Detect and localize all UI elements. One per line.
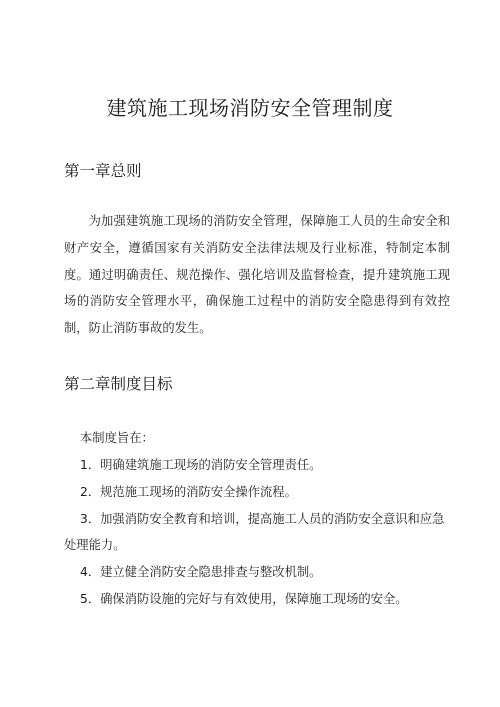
- chapter-1-heading: 第一章总则: [64, 162, 142, 180]
- list-item: [64, 559, 450, 586]
- list-item-text: 加强消防安全教育和培训，提高施工人员的消防安全意识和应急处理能力。: [64, 511, 445, 553]
- list-item: [64, 452, 450, 479]
- page-title: 建筑施工现场消防安全管理制度: [106, 96, 394, 120]
- chapter-1-paragraph: 为加强建筑施工现场的消防安全管理，保障施工人员的生命安全和财产安全，遵循国家有关消防安全法律法规及行业标准，特制定本制度。通过明确责任、规范操作、强化培训及监督检查，提升建筑施工现场的消防安全管理水平，确保施工过程中的消防安全隐患得到有效控制，防止消防事故的发生。: [64, 214, 450, 336]
- list-item-text: 规范施工现场的消防安全操作流程。: [100, 484, 297, 499]
- list-item-text: 明确建筑施工现场的消防安全管理责任。: [100, 458, 322, 472]
- list-item-number: 1．: [80, 458, 101, 472]
- list-item: [64, 506, 450, 560]
- list-item-number: 2．: [80, 484, 101, 499]
- list-item-number: 3．: [80, 511, 101, 526]
- list-item: [64, 586, 450, 613]
- list-item-text: 建立健全消防安全隐患排查与整改机制。: [100, 565, 322, 580]
- goal-list: [64, 452, 450, 613]
- list-item-text: 确保消防设施的完好与有效使用，保障施工现场的安全。: [100, 591, 408, 606]
- list-item-number: 5．: [80, 591, 101, 606]
- chapter-2-intro: 本制度旨在：: [80, 431, 154, 445]
- list-item: [64, 479, 450, 506]
- chapter-2-heading: 第二章制度目标: [64, 375, 173, 393]
- list-item-number: 4．: [80, 565, 101, 580]
